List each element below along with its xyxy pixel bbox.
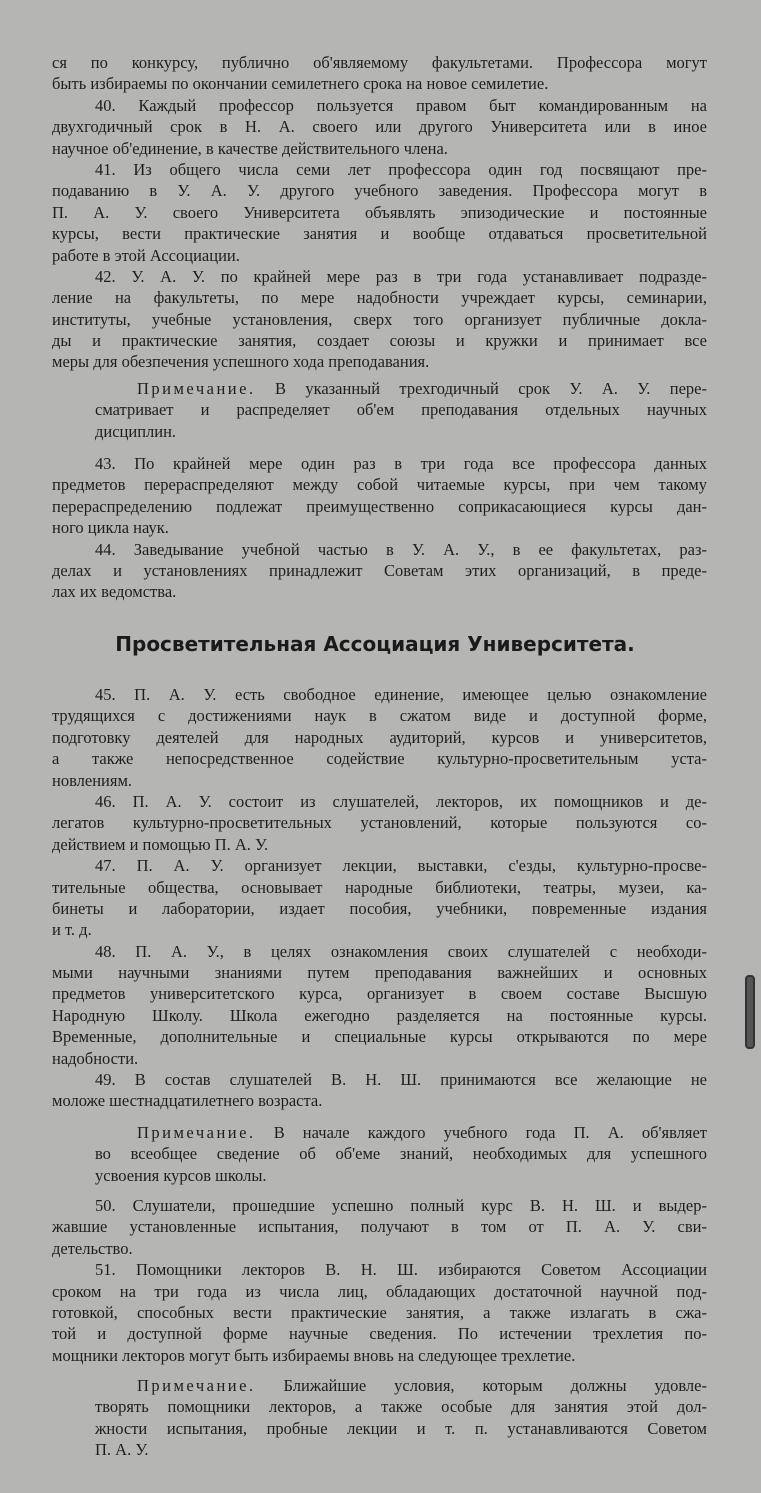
section-heading: Просветительная Ассоциация Университета.: [115, 632, 635, 656]
paragraph: [52, 684, 707, 791]
text-line: предметов университетского курса, организует в своем составе Высшую: [52, 984, 707, 1004]
paragraph: [52, 1195, 707, 1259]
text-line: той и доступной форме научные сведения. По истечении трехлетия по-: [52, 1324, 707, 1344]
text-line: Народную Школу. Школа ежегодно разделяется на постоянные курсы.: [52, 1005, 707, 1025]
scan-edge-mark: [745, 975, 755, 1049]
text-line: а также непосредственное содействие культурно-просветительным уста-: [52, 749, 707, 769]
text-line: жавшие установленные испытания, получают в том от П. А. У. сви-: [52, 1217, 707, 1237]
text-line: надобности.: [52, 1048, 139, 1068]
paragraph: [52, 52, 707, 95]
text-line: научное об'единение, в качестве действительного члена.: [52, 138, 448, 158]
text-line: 43. По крайней мере один раз в три года все профессора данных: [95, 454, 707, 473]
text-line: новлениям.: [52, 770, 133, 790]
note-line: творять помощники лекторов, а также особые для занятия этой дол-: [95, 1397, 707, 1417]
paragraph: [52, 266, 707, 373]
text-line: 51. Помощники лекторов В. Н. Ш. избираются Советом Ассоциации: [95, 1260, 707, 1280]
text-line: трудящихся с достижениями наук в сжатом виде и доступной форме,: [52, 706, 707, 726]
text-line: лах их ведомства.: [52, 582, 177, 602]
text-line: ся по конкурсу, публично об'являемому факультетами. Профессора могут: [52, 53, 707, 72]
text-line: ление на факультеты, по мере надобности учреждает курсы, семинарии,: [52, 288, 707, 308]
text-line: двухгодичный срок в Н. А. своего или другого Университета или в иное: [52, 117, 707, 137]
note-line: во всеобщее сведение об об'еме знаний, необходимых для успешного: [95, 1144, 707, 1164]
text-line: перераспределению подлежат преимущественно соприкасающиеся курсы дан-: [52, 496, 707, 516]
note-block: [52, 1375, 707, 1461]
note-text: В указанный трехгодичный срок У. А. У. пере-: [255, 379, 707, 398]
note-line: сматривает и распределяет об'ем преподавания отдельных научных: [95, 400, 707, 420]
paragraph: [52, 539, 707, 603]
paragraph: [52, 1069, 707, 1112]
note-line: дисциплин.: [95, 421, 177, 441]
text-line: работе в этой Ассоциации.: [52, 245, 240, 265]
text-line: подготовку деятелей для народных аудиторий, курсов и университетов,: [52, 727, 707, 747]
paragraph: [52, 1259, 707, 1366]
text-line: институты, учебные установления, сверх того организует публичные докла-: [52, 309, 707, 329]
text-line: детельство.: [52, 1238, 133, 1258]
text-line: мощники лекторов могут быть избираемы вновь на следующее трехлетие.: [52, 1345, 576, 1365]
text-line: ного цикла наук.: [52, 518, 169, 538]
note-line: [52, 1122, 707, 1143]
paragraph: [52, 791, 707, 855]
text-line: 47. П. А. У. организует лекции, выставки, с'езды, культурно-просве-: [95, 856, 707, 876]
paragraph: [52, 941, 707, 1069]
note-line: жности испытания, пробные лекции и т. п. устанавливаются Советом: [95, 1418, 707, 1438]
text-line: 44. Заведывание учебной частью в У. А. У., в ее факультетах, раз-: [95, 539, 707, 559]
text-line: меры для обезпечения успешного хода преподавания.: [52, 352, 430, 372]
paragraph: [52, 159, 707, 266]
text-line: курсы, вести практические занятия и вообще отдаваться просветительной: [52, 224, 707, 244]
note-block: [52, 1122, 707, 1186]
text-line: 48. П. А. У., в целях ознакомления своих слушателей с необходи-: [95, 941, 707, 961]
note-line: усвоения курсов школы.: [95, 1165, 267, 1185]
note-text: Ближайшие условия, которым должны удовле-: [255, 1376, 707, 1395]
paragraph: [52, 453, 707, 539]
text-line: 50. Слушатели, прошедшие успешно полный курс В. Н. Ш. и выдер-: [95, 1196, 707, 1215]
note-label: Примечание.: [137, 1376, 256, 1395]
text-line: быть избираемы по окончании семилетнего срока на новое семилетие.: [52, 74, 549, 94]
text-section: [52, 52, 707, 373]
text-line: Временные, дополнительные и специальные курсы открываются по мере: [52, 1027, 707, 1047]
text-line: мыми научными знаниями путем преподавания важнейших и основных: [52, 963, 707, 983]
text-line: легатов культурно-просветительных установлений, которые пользуются со-: [52, 813, 707, 833]
text-line: подаванию в У. А. У. другого учебного заведения. Профессора могут в: [52, 181, 707, 201]
text-line: делах и установлениях принадлежит Советам этих организаций, в преде-: [52, 560, 707, 580]
text-line: действием и помощью П. А. У.: [52, 834, 269, 854]
text-line: 46. П. А. У. состоит из слушателей, лекторов, их помощников и де-: [95, 791, 707, 811]
text-line: 40. Каждый профессор пользуется правом быт командированным на: [95, 95, 707, 115]
text-line: 45. П. А. У. есть свободное единение, имеющее целью ознакомление: [95, 685, 707, 704]
paragraph: [52, 95, 707, 159]
text-line: тительные общества, основывает народные библиотеки, театры, музеи, ка-: [52, 877, 707, 897]
text-line: 41. Из общего числа семи лет профессора один год посвящают пре-: [95, 159, 707, 179]
note-label: Примечание.: [137, 1123, 256, 1142]
text-line: предметов перераспределяют между собой читаемые курсы, при чем такому: [52, 475, 707, 495]
note-block: [52, 378, 707, 442]
text-line: готовкой, способных вести практические занятия, а также излагать в сжа-: [52, 1302, 707, 1322]
note-line: [52, 378, 707, 399]
text-section: [52, 1195, 707, 1366]
text-line: 42. У. А. У. по крайней мере раз в три года устанавливает подразде-: [95, 266, 707, 286]
text-line: бинеты и лаборатории, издает пособия, учебники, повременные издания: [52, 898, 707, 918]
text-line: сроком на три года из числа лиц, обладающих достаточной научной под-: [52, 1281, 707, 1301]
note-text: В начале каждого учебного года П. А. об'являет: [255, 1123, 707, 1142]
text-section: [52, 684, 707, 1112]
text-section: [52, 453, 707, 603]
text-line: моложе шестнадцатилетнего возраста.: [52, 1091, 323, 1111]
text-line: П. А. У. своего Университета объявлять эпизодические и постоянные: [52, 202, 707, 222]
text-line: и т. д.: [52, 920, 92, 940]
note-label: Примечание.: [137, 379, 256, 398]
text-line: 49. В состав слушателей В. Н. Ш. принимаются все желающие не: [95, 1070, 707, 1090]
text-line: ды и практические занятия, создает союзы и кружки и принимает все: [52, 331, 707, 351]
note-line: [52, 1375, 707, 1396]
note-line: П. А. У.: [95, 1440, 149, 1460]
paragraph: [52, 855, 707, 941]
